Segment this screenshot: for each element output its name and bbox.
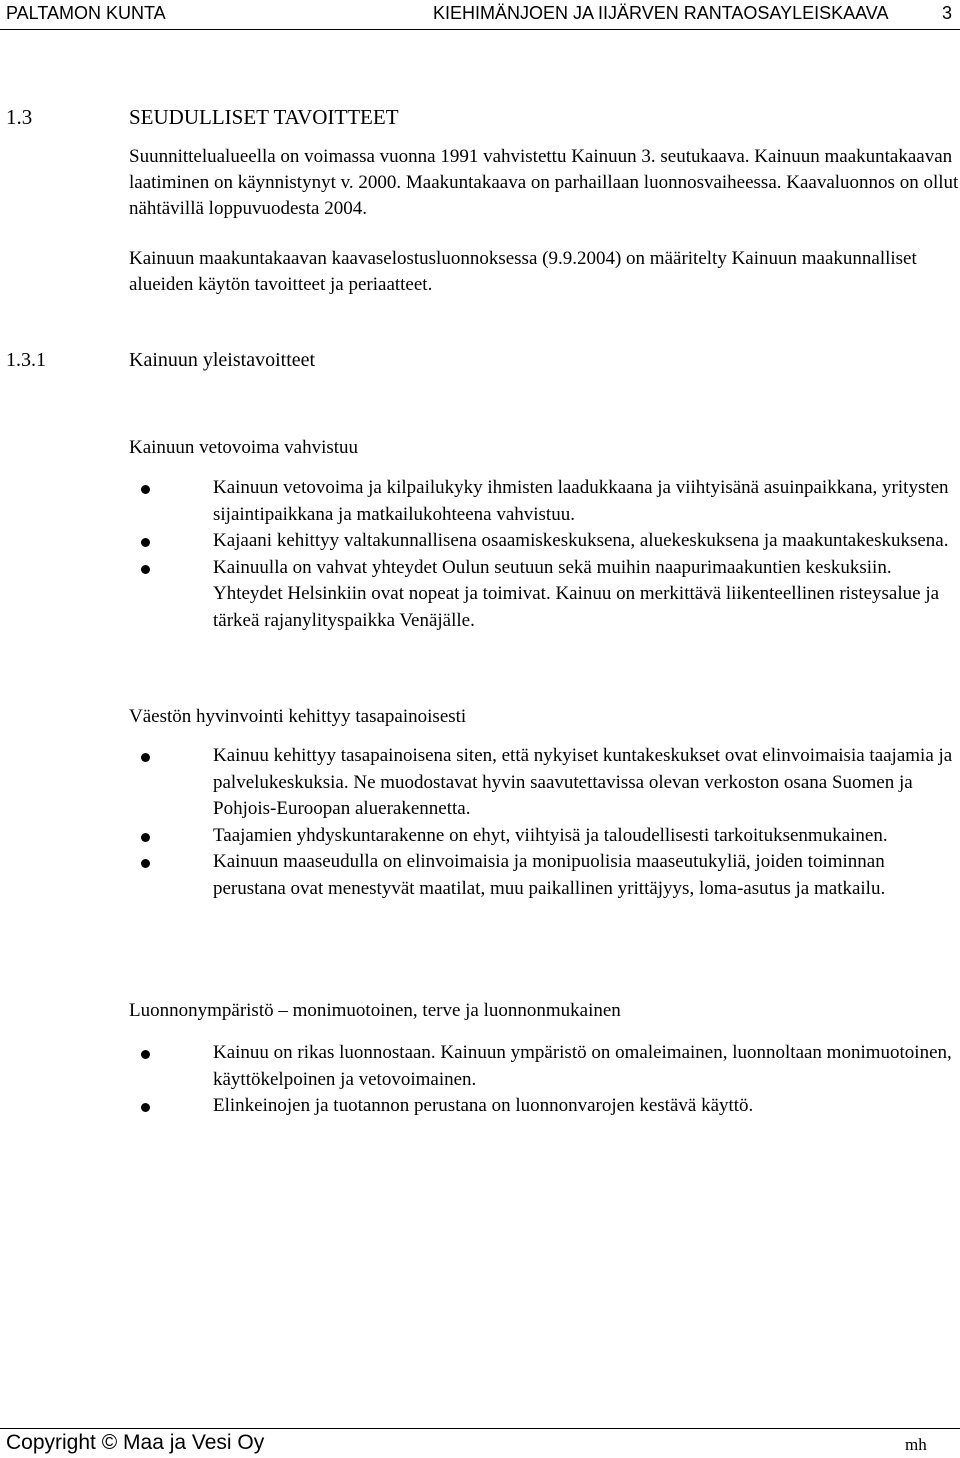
group-title: Väestön hyvinvointi kehittyy tasapainoisesti xyxy=(129,706,467,727)
list-item xyxy=(129,1093,959,1120)
footer-initials: mh xyxy=(905,1435,927,1454)
section-heading xyxy=(6,104,956,132)
footer-copyright: Copyright © Maa ja Vesi Oy xyxy=(6,1431,265,1454)
list-item xyxy=(129,823,959,850)
section-number: 1.3 xyxy=(6,105,33,129)
bullet-list xyxy=(129,1040,959,1120)
group-title: Luonnonympäristö – monimuotoinen, terve ja luonnonmukainen xyxy=(129,1000,621,1021)
list-item xyxy=(129,743,959,823)
list-item-text: Kainuun maaseudulla on elinvoimaisia ja monipuolisia maaseutukyliä, joiden toiminnan perustana ovat menestyvät maatilat, muu paikallinen yrittäjyys, loma-asutus ja matkailu. xyxy=(213,851,886,899)
bullet-icon xyxy=(141,1050,150,1059)
subsection-heading xyxy=(6,347,956,375)
list-item xyxy=(129,849,959,902)
list-item-text: Kainuulla on vahvat yhteydet Oulun seutuun sekä muihin naapurimaakuntien keskuksiin. Yhteydet Helsinkiin ovat nopeat ja toimivat. Kainuu on merkittävä liikenteellinen risteysalue ja tärkeä rajanylityspaikka Venäjälle. xyxy=(213,556,940,631)
page-header xyxy=(0,0,960,30)
section-paragraph-2: Kainuun maakuntakaavan kaavaselostusluonnoksessa (9.9.2004) on määritelty Kainuun maakunnalliset alueiden käytön tavoitteet ja periaatteet. xyxy=(129,248,917,295)
bullet-icon xyxy=(141,538,150,547)
bullet-list xyxy=(129,475,959,634)
list-item-text: Taajamien yhdyskuntarakenne on ehyt, viihtyisä ja taloudellisesti tarkoituksenmukainen. xyxy=(213,824,888,846)
list-item xyxy=(129,555,959,635)
group-title: Kainuun vetovoima vahvistuu xyxy=(129,437,359,458)
bullet-icon xyxy=(141,753,150,762)
bullet-icon xyxy=(141,1103,150,1112)
section-paragraph-1: Suunnittelualueella on voimassa vuonna 1991 vahvistettu Kainuun 3. seutukaava. Kainuun maakuntakaavan laatiminen on käynnistynyt v. 2000. Maakuntakaava on parhaillaan luonnosvaiheessa. Kaavaluonnos on ollut nähtävillä loppuvuodesta 2004. xyxy=(129,146,959,219)
list-item-text: Kainuu kehittyy tasapainoisena siten, että nykyiset kuntakeskukset ovat elinvoimaisia taajamia ja palvelukeskuksia. Ne muodostavat hyvin saavutettavissa olevan verkoston osana Suomen ja Pohjois-Euroopan aluerakennetta. xyxy=(213,745,953,819)
list-item xyxy=(129,528,959,555)
list-item-text: Kainuun vetovoima ja kilpailukyky ihmisten laadukkaana ja viihtyisänä asuinpaikkana, yritysten sijaintipaikkana ja matkailukohteena vahvistuu. xyxy=(213,477,949,525)
bullet-icon xyxy=(141,565,150,574)
header-page-number: 3 xyxy=(942,3,953,23)
header-organization: PALTAMON KUNTA xyxy=(6,3,166,23)
bullet-list xyxy=(129,743,959,902)
list-item xyxy=(129,1040,959,1093)
bullet-icon xyxy=(141,833,150,842)
subsection-title: Kainuun yleistavoitteet xyxy=(129,349,316,371)
list-item-text: Kainuu on rikas luonnostaan. Kainuun ympäristö on omaleimainen, luonnoltaan monimuotoinen, käyttökelpoinen ja vetovoimainen. xyxy=(213,1042,952,1090)
list-item-text: Kajaani kehittyy valtakunnallisena osaamiskeskuksena, aluekeskuksena ja maakuntakeskuksena. xyxy=(213,530,949,551)
page-footer xyxy=(0,1428,960,1455)
section-title: SEUDULLISET TAVOITTEET xyxy=(129,105,399,129)
list-item-text: Elinkeinojen ja tuotannon perustana on luonnonvarojen kestävä käyttö. xyxy=(213,1095,754,1116)
subsection-number: 1.3.1 xyxy=(6,349,46,371)
bullet-icon xyxy=(141,485,150,494)
header-document-title: KIEHIMÄNJOEN JA IIJÄRVEN RANTAOSAYLEISKAAVA xyxy=(433,3,889,23)
list-item xyxy=(129,475,959,528)
bullet-icon xyxy=(141,859,150,868)
